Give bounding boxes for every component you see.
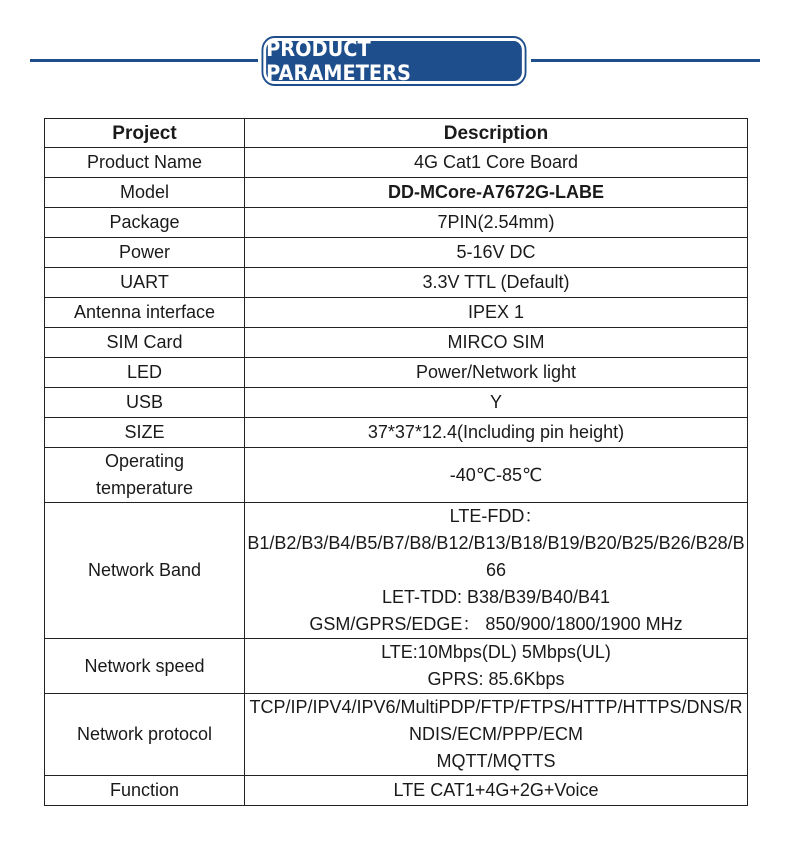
header-rule-left <box>30 59 258 62</box>
description-line: LTE-FDD： <box>449 506 543 526</box>
page-title: PRODUCT PARAMETERS <box>263 38 524 84</box>
table-row <box>45 448 748 503</box>
table-row <box>45 208 748 238</box>
row-description <box>245 178 748 208</box>
row-description <box>245 418 748 448</box>
description-line: 37*37*12.4(Including pin height) <box>367 422 625 442</box>
table-row <box>45 776 748 806</box>
table-row <box>45 178 748 208</box>
header-project: Project <box>45 119 245 148</box>
table-row <box>45 418 748 448</box>
description-line: MQTT/MQTTS <box>436 751 556 771</box>
row-description <box>245 503 748 639</box>
table-row <box>45 238 748 268</box>
row-project: Model <box>45 178 245 208</box>
description-line: B1/B2/B3/B4/B5/B7/B8/B12/B13/B18/B19/B20/B25/B26/B28/B66 <box>247 533 745 580</box>
row-description <box>245 388 748 418</box>
row-project: LED <box>45 358 245 388</box>
row-project: Antenna interface <box>45 298 245 328</box>
row-description <box>245 448 748 503</box>
description-line: MIRCO SIM <box>447 332 545 352</box>
row-description <box>245 694 748 776</box>
description-line: GPRS: 85.6Kbps <box>427 669 565 689</box>
row-description <box>245 148 748 178</box>
description-line: 5-16V DC <box>456 242 536 262</box>
row-description <box>245 208 748 238</box>
row-description <box>245 298 748 328</box>
description-line: DD-MCore-A7672G-LABE <box>387 182 605 202</box>
row-description <box>245 268 748 298</box>
row-project: Product Name <box>45 148 245 178</box>
description-line: GSM/GPRS/EDGE： 850/900/1800/1900 MHz <box>309 614 683 634</box>
row-project: Network protocol <box>45 694 245 776</box>
table-row <box>45 639 748 694</box>
row-project: Network speed <box>45 639 245 694</box>
row-project: Operating temperature <box>45 448 245 503</box>
description-line: LTE CAT1+4G+2G+Voice <box>393 780 599 800</box>
row-description <box>245 639 748 694</box>
description-line: 7PIN(2.54mm) <box>437 212 555 232</box>
description-line: IPEX 1 <box>467 302 525 322</box>
table-row <box>45 298 748 328</box>
description-line: Power/Network light <box>415 362 577 382</box>
table-row <box>45 694 748 776</box>
row-project: Package <box>45 208 245 238</box>
row-project: Function <box>45 776 245 806</box>
table-row <box>45 268 748 298</box>
header-rule-right <box>531 59 760 62</box>
row-project: Network Band <box>45 503 245 639</box>
row-project: USB <box>45 388 245 418</box>
description-line: -40℃-85℃ <box>449 464 543 485</box>
row-description <box>245 238 748 268</box>
row-project: SIZE <box>45 418 245 448</box>
header-description: Description <box>245 119 748 148</box>
row-description <box>245 328 748 358</box>
row-description <box>245 776 748 806</box>
description-line: LTE:10Mbps(DL) 5Mbps(UL) <box>381 642 611 662</box>
parameters-table <box>44 118 748 806</box>
row-description <box>245 358 748 388</box>
row-project: UART <box>45 268 245 298</box>
row-project: Power <box>45 238 245 268</box>
row-project: SIM Card <box>45 328 245 358</box>
table-row <box>45 388 748 418</box>
table-row <box>45 503 748 639</box>
description-line: 4G Cat1 Core Board <box>413 152 579 172</box>
table-row <box>45 148 748 178</box>
table-row <box>45 358 748 388</box>
description-line: 3.3V TTL (Default) <box>422 272 570 292</box>
table-header-row <box>45 119 748 148</box>
table-row <box>45 328 748 358</box>
description-line: LET-TDD: B38/B39/B40/B41 <box>381 587 611 607</box>
description-line: TCP/IP/IPV4/IPV6/MultiPDP/FTP/FTPS/HTTP/HTTPS/DNS/RNDIS/ECM/PPP/ECM <box>249 697 743 744</box>
description-line: Y <box>489 392 502 412</box>
